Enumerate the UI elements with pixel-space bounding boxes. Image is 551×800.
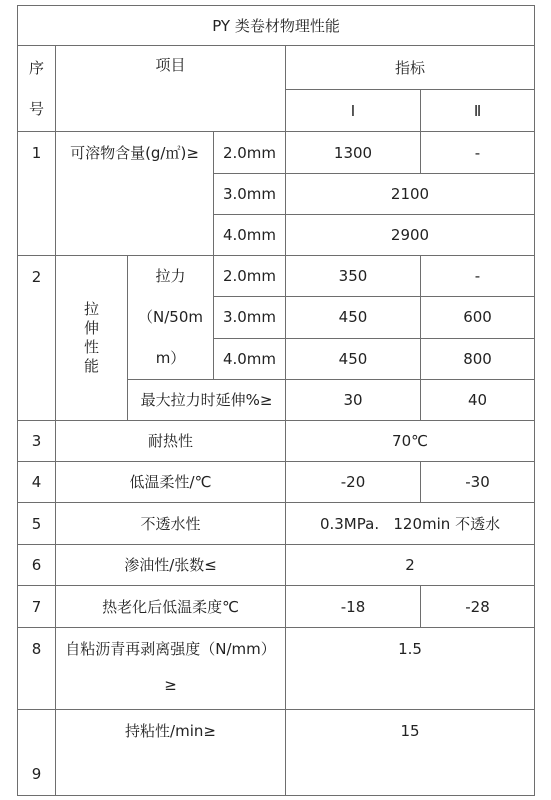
row7-grade-1: -18 <box>286 586 421 628</box>
row2-thickness-3: 4.0mm <box>214 338 286 379</box>
row2-force-line-3: m） <box>155 349 186 367</box>
row8-name <box>56 628 286 710</box>
row1-thickness-1: 2.0mm <box>214 132 286 174</box>
row8-name-line-1: 自粘沥青再剥离强度（N/mm） <box>65 640 276 658</box>
row6-name: 渗油性/张数≤ <box>56 545 286 586</box>
header-no-line-1: 序 <box>28 58 44 77</box>
header-grade-2: Ⅱ <box>421 90 535 132</box>
row9-name: 持粘性/min≥ <box>56 710 286 796</box>
row8-value: 1.5 <box>286 628 535 710</box>
row2-force-line-1: 拉力 <box>155 267 186 285</box>
row1-thickness-2: 3.0mm <box>214 174 286 215</box>
row2-thickness-1: 2.0mm <box>214 256 286 297</box>
row1-value-2: 2100 <box>286 174 535 215</box>
header-no-line-2: 号 <box>28 99 44 118</box>
header-item: 项目 <box>56 46 286 132</box>
row6-no: 6 <box>18 545 56 586</box>
row8-name-line-2: ≥ <box>164 676 177 694</box>
row2-elongation-grade-1: 30 <box>286 380 421 421</box>
row2-value-2-grade-2: 600 <box>421 297 535 338</box>
row1-value-1-grade-1: 1300 <box>286 132 421 174</box>
row2-value-3-grade-1: 450 <box>286 338 421 379</box>
header-no <box>18 46 56 132</box>
table-title: PY 类卷材物理性能 <box>18 6 535 46</box>
header-grade-1: Ⅰ <box>286 90 421 132</box>
row6-value: 2 <box>286 545 535 586</box>
row2-value-1-grade-1: 350 <box>286 256 421 297</box>
row4-name: 低温柔性/℃ <box>56 462 286 503</box>
row2-force <box>128 256 214 380</box>
row4-grade-1: -20 <box>286 462 421 503</box>
row3-no: 3 <box>18 421 56 462</box>
row8-no: 8 <box>18 628 56 710</box>
row2-elongation-grade-2: 40 <box>421 380 535 421</box>
row2-value-1-grade-2: - <box>421 256 535 297</box>
row9-value: 15 <box>286 710 535 796</box>
py-performance-table <box>17 5 535 796</box>
row1-value-1-grade-2: - <box>421 132 535 174</box>
row9-no: 9 <box>18 710 56 796</box>
row2-value-3-grade-2: 800 <box>421 338 535 379</box>
row3-name: 耐热性 <box>56 421 286 462</box>
row7-no: 7 <box>18 586 56 628</box>
row2-group <box>56 256 128 421</box>
row1-thickness-3: 4.0mm <box>214 215 286 256</box>
row2-no: 2 <box>18 256 56 421</box>
row4-grade-2: -30 <box>421 462 535 503</box>
row1-value-3: 2900 <box>286 215 535 256</box>
row7-grade-2: -28 <box>421 586 535 628</box>
row4-no: 4 <box>18 462 56 503</box>
row2-value-2-grade-1: 450 <box>286 297 421 338</box>
row7-name: 热老化后低温柔度℃ <box>56 586 286 628</box>
header-indicator: 指标 <box>286 46 535 90</box>
row2-elongation: 最大拉力时延伸%≥ <box>128 380 286 421</box>
row3-value: 70℃ <box>286 421 535 462</box>
row5-value: 0.3MPa. 120min 不透水 <box>286 503 535 545</box>
row2-thickness-2: 3.0mm <box>214 297 286 338</box>
row2-force-line-2: （N/50m <box>138 308 203 326</box>
row5-name: 不透水性 <box>56 503 286 545</box>
row1-no: 1 <box>18 132 56 256</box>
row1-name: 可溶物含量(g/㎡)≥ <box>56 132 214 256</box>
row5-no: 5 <box>18 503 56 545</box>
row2-group-label: 拉伸性能 <box>83 300 99 375</box>
